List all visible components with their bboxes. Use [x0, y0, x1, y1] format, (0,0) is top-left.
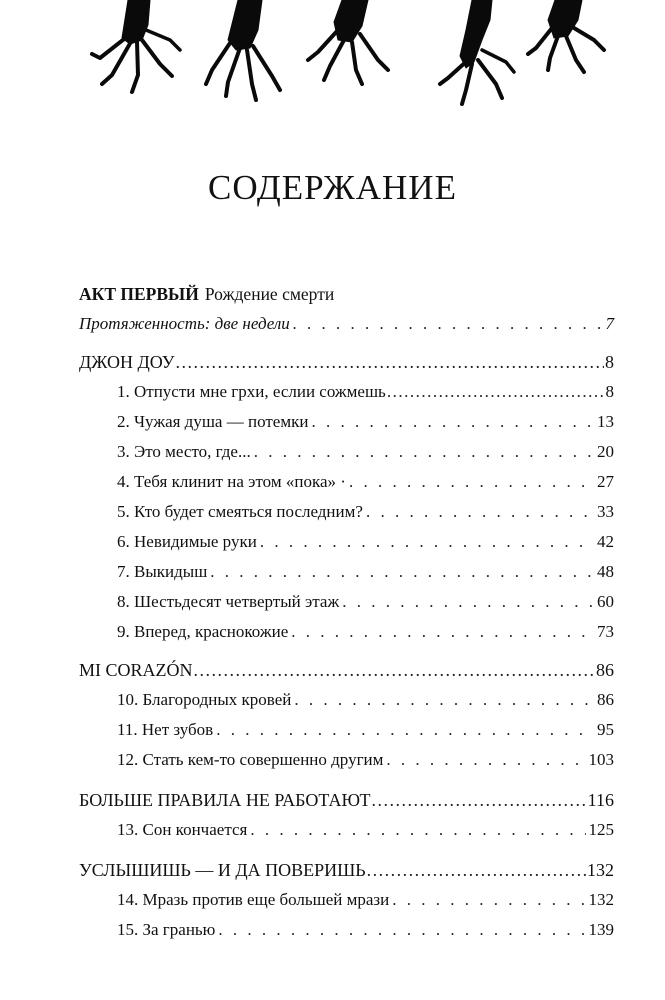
clawed-hands-illustration	[0, 0, 665, 112]
clawed-hand-3	[308, 0, 388, 84]
toc-entry-label: УСЛЫШИШЬ — И ДА ПОВЕРИШЬ	[79, 860, 366, 880]
dot-leader	[342, 590, 594, 614]
dot-leader	[254, 440, 594, 464]
dot-leader	[349, 470, 594, 494]
toc-entry-page: 73	[597, 622, 614, 641]
clawed-hand-5	[528, 0, 604, 72]
toc-entry-label: 13. Сон кончается	[117, 820, 248, 839]
toc-entry-page: 42	[597, 532, 614, 551]
toc-chapter-5[interactable]	[117, 500, 614, 524]
toc-chapter-4[interactable]	[117, 470, 614, 494]
toc-entry-page: 48	[597, 562, 614, 581]
toc-entry-label: 9. Вперед, краснокожие	[117, 622, 289, 641]
dot-leader	[294, 688, 594, 712]
act-heading	[79, 284, 334, 305]
toc-entry-label: 1. Отпусти мне грхи, еслии сожмешь	[117, 382, 386, 401]
toc-entry-label: 7. Выкидыш	[117, 562, 208, 581]
toc-section-john-doe[interactable]	[79, 350, 614, 374]
toc-chapter-2[interactable]	[117, 410, 614, 434]
toc-entry-duration[interactable]	[79, 312, 614, 336]
dot-leader	[293, 312, 603, 336]
dot-leader	[218, 918, 585, 942]
toc-entry-label: ДЖОН ДОУ	[79, 352, 175, 372]
dot-leader	[216, 718, 594, 742]
dot-leader	[366, 500, 594, 524]
toc-entry-label: 12. Стать кем-то совершенно другим	[117, 750, 384, 769]
toc-entry-page: 103	[588, 750, 614, 769]
dot-leader	[392, 888, 585, 912]
dot-leader	[291, 620, 594, 644]
toc-chapter-7[interactable]	[117, 560, 614, 584]
clawed-hand-1	[92, 0, 180, 92]
dot-leader	[367, 858, 586, 882]
toc-entry-page: 132	[588, 890, 614, 909]
toc-chapter-6[interactable]	[117, 530, 614, 554]
toc-entry-page: 132	[587, 860, 614, 880]
toc-section-believe[interactable]	[79, 858, 614, 882]
toc-entry-page: 139	[588, 920, 614, 939]
toc-entry-page: 125	[588, 820, 614, 839]
toc-entry-label: 8. Шестьдесят четвертый этаж	[117, 592, 340, 611]
toc-chapter-14[interactable]	[117, 888, 614, 912]
toc-entry-label: 3. Это место, где...	[117, 442, 251, 461]
toc-entry-page: 7	[605, 314, 614, 333]
toc-entry-page: 60	[597, 592, 614, 611]
toc-entry-label: 10. Благородных кровей	[117, 690, 292, 709]
toc-entry-page: 86	[596, 660, 614, 680]
toc-entry-page: 8	[605, 352, 614, 372]
toc-entry-page: 116	[587, 790, 614, 810]
toc-entry-page: 27	[597, 472, 614, 491]
toc-entry-page: 20	[597, 442, 614, 461]
dot-leader	[387, 380, 605, 404]
toc-chapter-8[interactable]	[117, 590, 614, 614]
toc-entry-label: 6. Невидимые руки	[117, 532, 257, 551]
toc-entry-page: 86	[597, 690, 614, 709]
toc-entry-page: 95	[597, 720, 614, 739]
dot-leader	[386, 748, 585, 772]
toc-entry-page: 33	[597, 502, 614, 521]
dot-leader	[372, 788, 587, 812]
toc-chapter-1[interactable]	[117, 380, 614, 404]
dot-leader	[175, 350, 604, 374]
toc-entry-label: Протяженность: две недели	[79, 314, 290, 333]
toc-section-mi-corazon[interactable]	[79, 658, 614, 682]
toc-entry-page: 8	[605, 382, 614, 401]
toc-section-rules[interactable]	[79, 788, 614, 812]
dot-leader	[210, 560, 594, 584]
dot-leader	[260, 530, 594, 554]
dot-leader	[311, 410, 594, 434]
page-title: СОДЕРЖАНИЕ	[208, 168, 457, 207]
toc-entry-label: 4. Тебя клинит на этом «пока» ·	[117, 472, 346, 491]
toc-entry-label: 2. Чужая душа — потемки	[117, 412, 309, 431]
toc-chapter-15[interactable]	[117, 918, 614, 942]
toc-chapter-13[interactable]	[117, 818, 614, 842]
toc-chapter-12[interactable]	[117, 748, 614, 772]
toc-chapter-11[interactable]	[117, 718, 614, 742]
toc-chapter-3[interactable]	[117, 440, 614, 464]
toc-chapter-10[interactable]	[117, 688, 614, 712]
toc-entry-label: БОЛЬШЕ ПРАВИЛА НЕ РАБОТАЮТ	[79, 790, 371, 810]
act-subtitle: Рождение смерти	[204, 284, 335, 304]
toc-entry-label: 14. Мразь против еще большей мрази	[117, 890, 390, 909]
clawed-hand-2	[206, 0, 280, 100]
dot-leader	[194, 658, 595, 682]
toc-entry-label: MI CORAZÓN	[79, 660, 193, 680]
toc-entry-label: 5. Кто будет смеяться последним?	[117, 502, 363, 521]
act-number: АКТ ПЕРВЫЙ	[79, 284, 199, 304]
toc-chapter-9[interactable]	[117, 620, 614, 644]
toc-entry-label: 11. Нет зубов	[117, 720, 214, 739]
dot-leader	[250, 818, 585, 842]
toc-entry-page: 13	[597, 412, 614, 431]
toc-entry-label: 15. За гранью	[117, 920, 216, 939]
clawed-hand-4	[440, 0, 514, 104]
